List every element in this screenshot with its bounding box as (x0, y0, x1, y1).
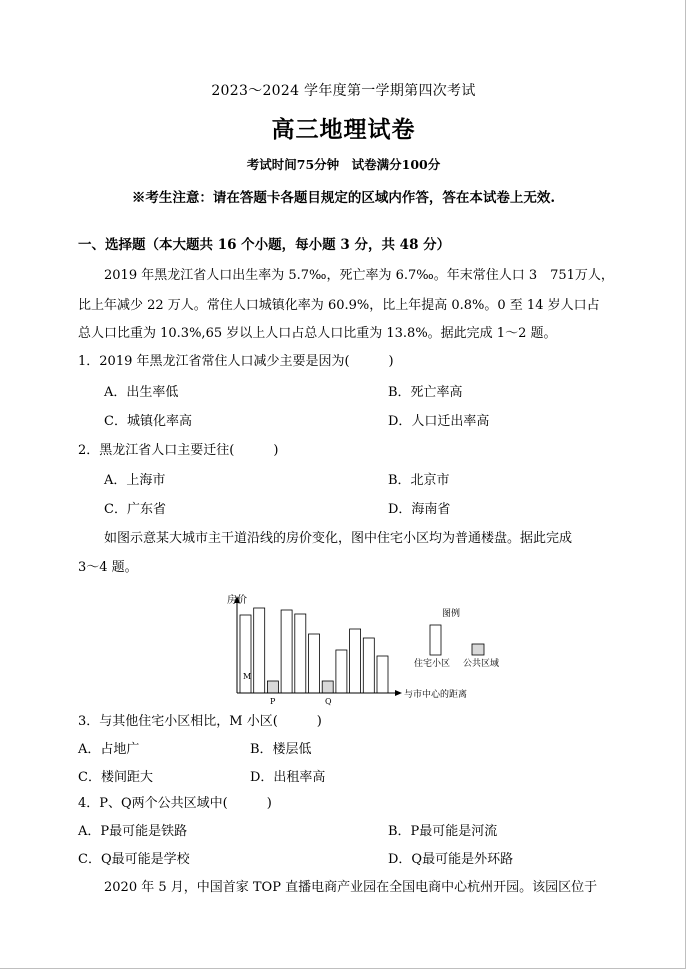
question-2-option-b: B．北京市 (388, 473, 450, 488)
figure-label-q: Q (325, 697, 332, 706)
legend-title: 图例 (442, 609, 461, 619)
figure-x-arrow (395, 690, 402, 696)
question-3-option-b: B．楼层低 (250, 742, 312, 757)
figure-x-label: 与市中心的距离 (404, 690, 468, 700)
residential-bar-9 (350, 629, 361, 693)
exam-time-info: 考试时间75分钟 试卷满分100分 (246, 157, 441, 172)
section-heading: 一、选择题（本大题共 16 个小题，每小题 3 分，共 48 分） (78, 237, 451, 253)
residential-bar-2 (254, 608, 265, 693)
passage1-line3: 总人口比重为 10.3%,65 岁以上人口占总人口比重为 13.8%。据此完成 1～2 题。 (78, 326, 557, 341)
residential-bar-8 (336, 650, 347, 693)
question-4-option-d: D．Q最可能是外环路 (388, 852, 514, 867)
legend-public-label: 公共区域 (463, 659, 500, 669)
question-1-option-c: C．城镇化率高 (104, 414, 192, 429)
residential-bar-10 (363, 638, 374, 693)
question-3-option-d: D．出租率高 (250, 770, 326, 785)
figure-label-p: P (270, 697, 276, 706)
exam-heading: 2023～2024 学年度第一学期第四次考试 (211, 83, 476, 99)
passage1-line1: 2019 年黑龙江省人口出生率为 5.7‰，死亡率为 6.7‰。年末常住人口 3 751万人， (104, 268, 614, 283)
residential-bar-1 (240, 615, 251, 693)
question-3-option-a: A．占地广 (78, 742, 140, 757)
residential-bar-5 (295, 614, 306, 693)
figure-bars (240, 608, 388, 693)
question-1-option-d: D．人口迁出率高 (388, 414, 490, 429)
public-area-bar-3 (267, 681, 278, 693)
passage2-line1: 如图示意某大城市主干道沿线的房价变化，图中住宅小区均为普通楼盘。据此完成 (104, 531, 573, 546)
figure-legend (414, 607, 499, 669)
legend-residential-swatch (430, 625, 441, 655)
question-4-option-a: A．P最可能是铁路 (78, 824, 188, 839)
residential-bar-6 (309, 634, 320, 693)
question-2-option-a: A．上海市 (104, 473, 166, 488)
figure-y-label: 房价 (227, 595, 247, 606)
question-3-stem: 3．与其他住宅小区相比，M 小区( ) (78, 714, 322, 729)
question-3-option-c: C．楼间距大 (78, 770, 153, 785)
question-1-option-a: A．出生率低 (104, 385, 179, 400)
question-4-option-b: B．P最可能是河流 (388, 824, 498, 839)
legend-public-swatch (472, 644, 484, 655)
question-4-option-c: C．Q最可能是学校 (78, 852, 190, 867)
legend-residential-label: 住宅小区 (414, 659, 451, 669)
question-1-stem: 1．2019 年黑龙江省常住人口减少主要是因为( ) (78, 354, 394, 369)
residential-bar-11 (377, 656, 388, 693)
question-1-option-b: B．死亡率高 (388, 385, 463, 400)
public-area-bar-7 (322, 681, 333, 693)
passage2-line2: 3～4 题。 (78, 560, 138, 575)
passage1-line2: 比上年减少 22 万人。常住人口城镇化率为 60.9%，比上年提高 0.8%。0 至 14 岁人口占 (78, 298, 600, 313)
residential-bar-4 (281, 610, 292, 693)
house-price-figure (222, 592, 500, 706)
question-4-stem: 4．P、Q两个公共区域中( ) (78, 796, 272, 811)
question-2-option-d: D．海南省 (388, 502, 451, 517)
question-2-stem: 2．黑龙江省人口主要迁往( ) (78, 443, 279, 458)
question-2-option-c: C．广东省 (104, 502, 166, 517)
student-notice: ※考生注意：请在答题卡各题目规定的区域内作答，答在本试卷上无效. (131, 190, 556, 206)
figure-label-m: M (243, 672, 252, 681)
passage3-line1: 2020 年 5 月，中国首家 TOP 直播电商产业园在全国电商中心杭州开园。该园区位于 (104, 880, 598, 895)
page-title: 高三地理试卷 (271, 116, 416, 143)
